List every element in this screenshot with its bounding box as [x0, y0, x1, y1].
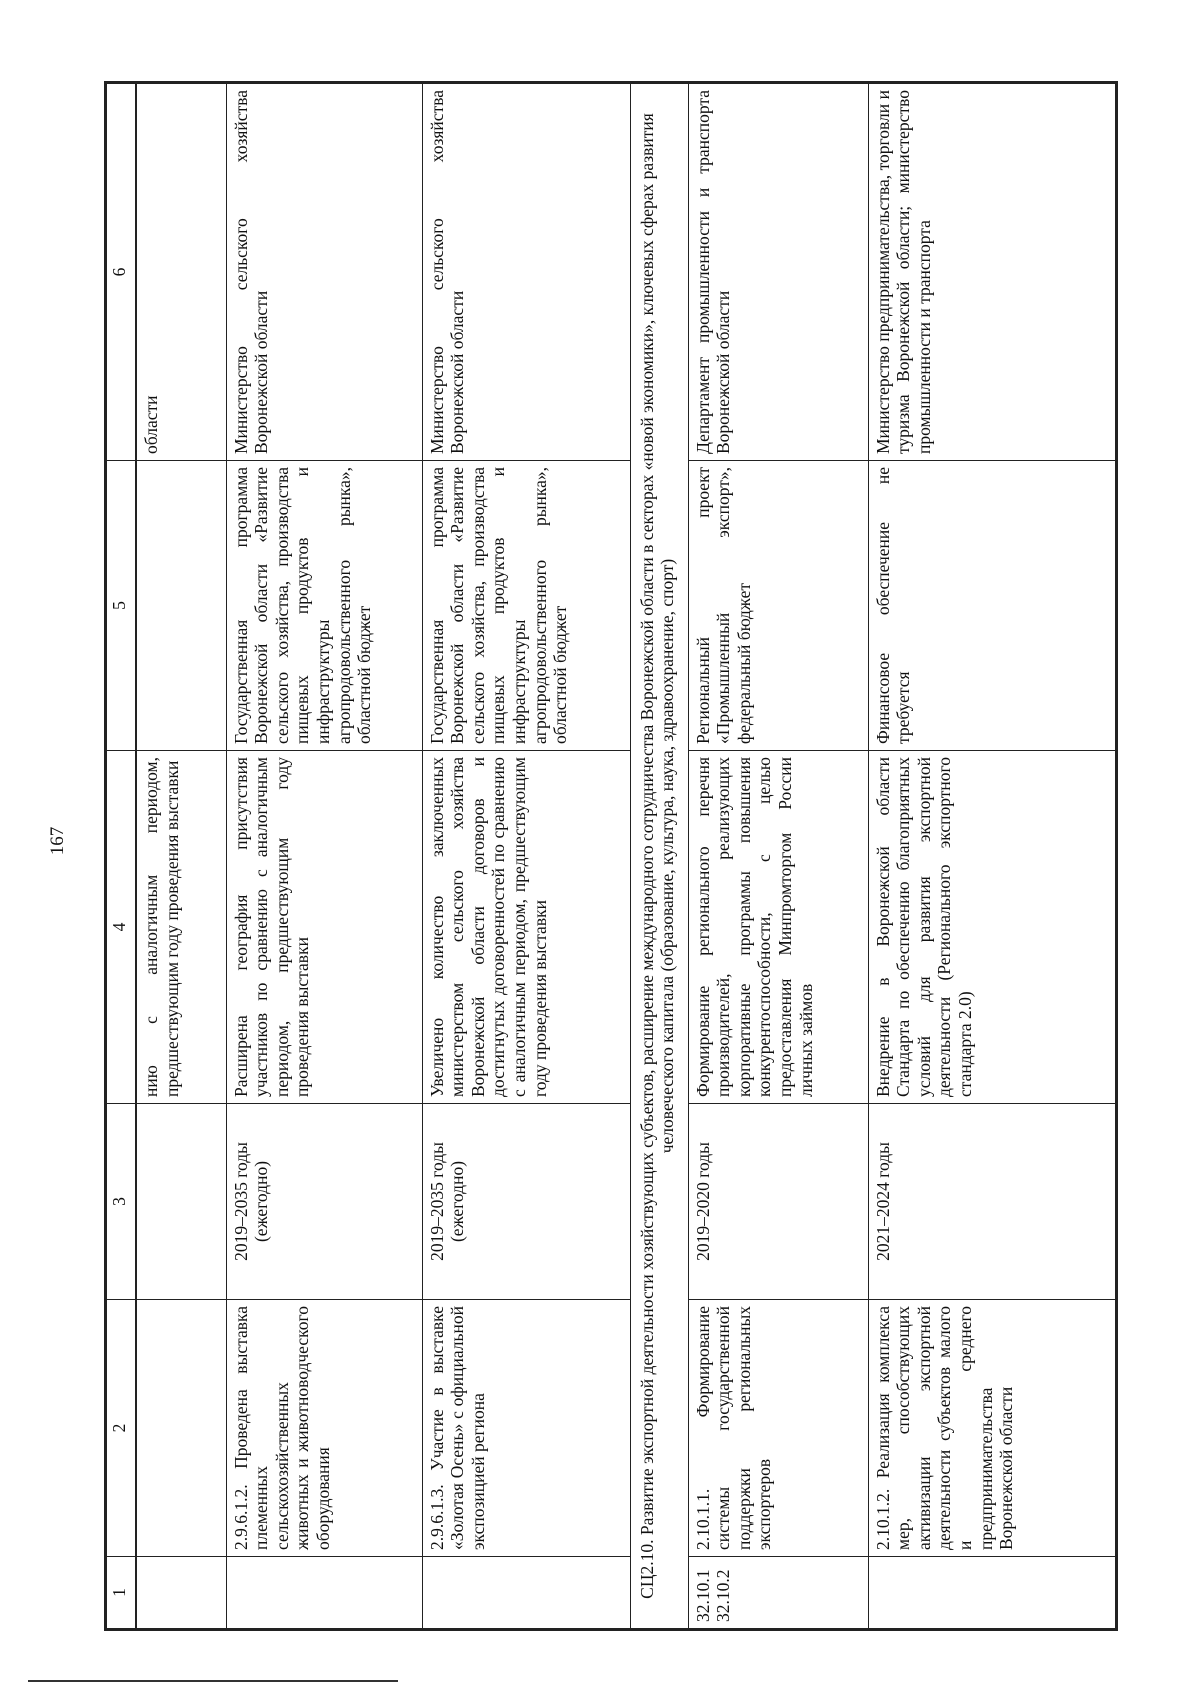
page-number: 167 — [47, 826, 68, 856]
cell-period: 2019–2020 годы — [688, 1104, 868, 1300]
cell-period: 2019–2035 годы (ежегодно) — [226, 1104, 422, 1300]
cell-event: 2.9.6.1.2. Проведена выставка племенных сельскохозяйственных животных и животноводческого оборудования — [226, 1300, 422, 1557]
cell-num — [136, 1557, 226, 1629]
cell-result: Внедрение в Воронежской области Стандарта по обеспечению благоприятных условий для развития экспортной деятельности (Регионального экспортного стандарта 2.0) — [868, 751, 1116, 1104]
column-number-row — [107, 84, 137, 1629]
cell-event: 2.9.6.1.3. Участие в выставке «Золотая Осень» с официальной экспозицией региона — [422, 1300, 630, 1557]
cell-event — [136, 1300, 226, 1557]
table-row — [868, 84, 1116, 1629]
cell-executor: Департамент промышленности и транспорта Воронежской области — [688, 84, 868, 461]
cell-result: Формирование регионального перечня производителей, реализующих корпоративные программы повышения конкурентоспособности, с целью предоставления Минпромторгом России личных займов — [688, 751, 868, 1104]
cell-period — [136, 1104, 226, 1300]
cell-period: 2021–2024 годы — [868, 1104, 1116, 1300]
cell-executor: Министерство сельского хозяйства Воронежской области — [422, 84, 630, 461]
cell-executor: Министерство предпринимательства, торговли и туризма Воронежской области; министерство промышленности и транспорта — [868, 84, 1116, 461]
cell-result: Увеличено количество заключенных министерством сельского хозяйства Воронежской области договоров и достигнутых договоренностей по сравнению с аналогичным периодом, предшествующим году проведения выставки — [422, 751, 630, 1104]
cell-event: 2.10.1.2. Реализация комплекса мер, способствующих активизации экспортной деятельности субъектов малого и среднего предпринимательства Воронежской области — [868, 1300, 1116, 1557]
table-row — [422, 84, 630, 1629]
table-row — [688, 84, 868, 1629]
section-row — [630, 84, 688, 1629]
cell-num — [226, 1557, 422, 1629]
cell-period: 2019–2035 годы (ежегодно) — [422, 1104, 630, 1300]
cell-result: Расширена география присутствия участников по сравнению с аналогичным периодом, предшествующим году проведения выставки — [226, 751, 422, 1104]
column-number: 3 — [107, 1104, 137, 1300]
cell-executor: Министерство сельского хозяйства Воронежской области — [226, 84, 422, 461]
column-number: 5 — [107, 461, 137, 751]
table-row — [226, 84, 422, 1629]
column-number: 4 — [107, 751, 137, 1104]
cell-finance: Государственная программа Воронежской области «Развитие сельского хозяйства, производства пищевых продуктов и инфраструктуры агропродовольственного рынка», областной бюджет — [226, 461, 422, 751]
cell-num — [868, 1557, 1116, 1629]
cell-finance: Государственная программа Воронежской области «Развитие сельского хозяйства, производства пищевых продуктов и инфраструктуры агропродовольственного рынка», областной бюджет — [422, 461, 630, 751]
section-heading: СЦ2.10. Развитие экспортной деятельности хозяйствующих субъектов, расширение международного сотрудничества Воронежской области в секторах «новой экономики», ключевых сферах развития человеческого капитала (образование, культура, наука, здравоохранение, спорт) — [630, 84, 688, 1629]
column-number: 2 — [107, 1300, 137, 1557]
cell-finance — [136, 461, 226, 751]
cell-num: 32.10.1 32.10.2 — [688, 1557, 868, 1629]
cell-finance: Региональный проект «Промышленный экспорт», федеральный бюджет — [688, 461, 868, 751]
cell-event: 2.10.1.1. Формирование системы государственной поддержки региональных экспортеров — [688, 1300, 868, 1557]
rotated-page — [106, 84, 1116, 1629]
plan-table — [106, 83, 1116, 1629]
bottom-rule — [28, 1680, 398, 1682]
cell-finance: Финансовое обеспечение не требуется — [868, 461, 1116, 751]
column-number: 6 — [107, 84, 137, 461]
column-number: 1 — [107, 1557, 137, 1629]
table-row — [136, 84, 226, 1629]
cell-num — [422, 1557, 630, 1629]
cell-executor: области — [136, 84, 226, 461]
cell-result: нию с аналогичным периодом, предшествующим году проведения выставки — [136, 751, 226, 1104]
